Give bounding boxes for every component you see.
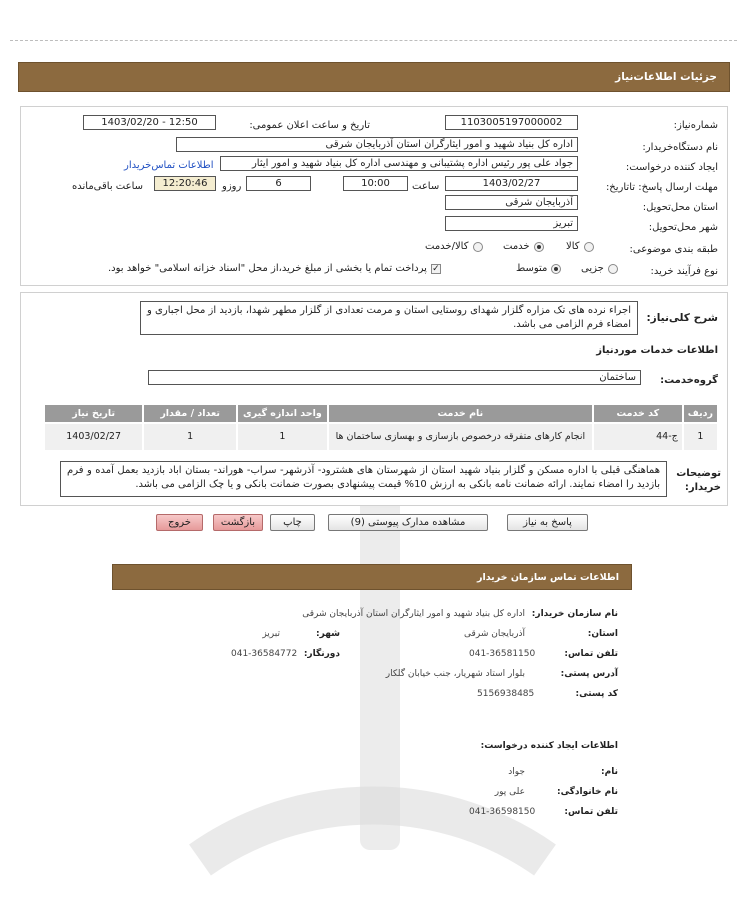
postal-label: کد پستی: xyxy=(575,689,618,699)
process-label: نوع فرآیند خرید: xyxy=(650,266,718,277)
service-group-label: گروه‌خدمت: xyxy=(660,375,718,386)
fax-label: دورنگار: xyxy=(303,649,340,659)
announce-datetime-field: 1403/02/20 - 12:50 xyxy=(83,115,216,130)
buyer-contact-link[interactable]: اطلاعات تماس‌خریدار xyxy=(124,160,214,171)
deadline-label: مهلت ارسال پاسخ: تاتاریخ: xyxy=(605,182,718,193)
last-name-value: علی پور xyxy=(494,787,525,797)
requester-label: ایجاد کننده درخواست: xyxy=(625,162,718,173)
deadline-time-label: ساعت xyxy=(412,181,440,192)
panel-title: جزئیات اطلاعات‌نیاز xyxy=(615,71,717,83)
col-unit: واحد اندازه گیری xyxy=(237,404,328,423)
requester-field: جواد علی پور رئیس اداره پشتیبانی و مهندسی اداره کل بنیاد شهید و امور ایثار xyxy=(220,156,578,171)
process-radio-minor[interactable] xyxy=(608,264,618,274)
summary-text: اجراء نرده های تک مزاره گلزار شهدای روستایی استان و مرمت تعدادی از گلزار مطهر شهدا، بازدید از محل اجباری و امضاء فرم الزامی می باشد. xyxy=(140,301,638,335)
province-value: آذربایجان شرقی xyxy=(464,629,525,639)
category-radio-both[interactable] xyxy=(473,242,483,252)
service-group-field: ساختمان xyxy=(148,370,641,385)
services-section-title: اطلاعات خدمات موردنیاز xyxy=(596,345,718,356)
contact-title: اطلاعات تماس سازمان خریدار xyxy=(476,571,619,583)
contact-panel-header xyxy=(112,564,632,590)
col-date: تاریخ نیاز xyxy=(44,404,143,423)
city-label: شهر: xyxy=(316,629,340,639)
summary-label: شرح کلی‌نیاز: xyxy=(646,312,718,324)
phone-label: تلفن تماس: xyxy=(564,649,618,659)
cell-unit: 1 xyxy=(237,423,328,451)
org-name-label: نام سازمان خریدار: xyxy=(531,609,618,619)
deadline-time-field: 10:00 xyxy=(343,176,408,191)
remaining-time-field: 12:20:46 xyxy=(154,176,216,191)
treasury-payment-checkbox[interactable]: ✓ xyxy=(432,263,440,274)
postal-value: 5156938485 xyxy=(477,689,535,699)
process-option-medium[interactable]: متوسط xyxy=(516,263,561,274)
cell-code: ج-44 xyxy=(593,423,683,451)
days-label: روزو xyxy=(222,181,242,192)
delivery-city-label: شهر محل‌تحویل: xyxy=(648,222,718,233)
cell-name: انجام کارهای متفرقه درخصوص بازسازی و بهسازی ساختمان ها xyxy=(328,423,593,451)
col-row: ردیف xyxy=(683,404,718,423)
requester-info-title: اطلاعات ایجاد کننده درخواست: xyxy=(480,741,618,751)
buyer-notes-text: هماهنگی قبلی با اداره مسکن و گلزار بنیاد شهید استان از شهرستان های هشترود- آذرشهر- سراب- هوراند- بستان اباد بازدید بعمل آمده و فرم بازدید را امضاء نمایند. ارائه ضمانت نامه بانکی به ارزش 10% قیمت پیشنهادی بصورت ضمانت بانکی و یا چک الزامی می باشد. xyxy=(60,461,667,497)
address-value: بلوار استاد شهریار، جنب خیابان گلکار xyxy=(385,669,525,679)
category-radio-service[interactable] xyxy=(534,242,544,252)
fax-value: 041-36584772 xyxy=(231,649,298,659)
attachments-button[interactable]: مشاهده مدارک پیوستی (9) xyxy=(328,514,488,531)
top-divider xyxy=(10,40,737,41)
category-option-goods[interactable]: کالا xyxy=(566,241,594,252)
deadline-date-field: 1403/02/27 xyxy=(445,176,578,191)
days-field: 6 xyxy=(246,176,311,191)
need-number-field: 1103005197000002 xyxy=(445,115,578,130)
process-option-minor[interactable]: جزیی xyxy=(581,263,618,274)
process-radio-medium[interactable] xyxy=(551,264,561,274)
table-row xyxy=(44,423,718,451)
first-name-label: نام: xyxy=(601,767,618,777)
details-section xyxy=(20,106,728,286)
reply-button[interactable]: پاسخ به نیاز xyxy=(507,514,588,531)
phone-value: 041-36581150 xyxy=(469,649,536,659)
first-name-value: جواد xyxy=(508,767,525,777)
services-table xyxy=(43,403,719,452)
buyer-name-label: نام دستگاه‌خریدار: xyxy=(642,142,718,153)
back-button[interactable]: بازگشت xyxy=(213,514,263,531)
requester-phone-label: تلفن تماس: xyxy=(564,807,618,817)
org-name-value: اداره کل بنیاد شهید و امور ایثارگران استان آذربایجان شرقی xyxy=(302,609,525,619)
cell-row: 1 xyxy=(683,423,718,451)
col-qty: تعداد / مقدار xyxy=(143,404,237,423)
need-number-label: شماره‌نیاز: xyxy=(673,120,718,131)
print-button[interactable]: چاپ xyxy=(270,514,315,531)
buyer-name-field: اداره کل بنیاد شهید و امور ایثارگران استان آذربایجان شرقی xyxy=(176,137,578,152)
last-name-label: نام خانوادگی: xyxy=(556,787,618,797)
buyer-notes-label: توضیحات خریدار: xyxy=(676,468,721,493)
delivery-province-label: استان محل‌تحویل: xyxy=(642,202,718,213)
remaining-label: ساعت باقی‌مانده xyxy=(72,181,144,192)
category-option-service[interactable]: خدمت xyxy=(503,241,544,252)
category-label: طبقه بندی موضوعی: xyxy=(629,244,718,255)
cell-qty: 1 xyxy=(143,423,237,451)
col-name: نام خدمت xyxy=(328,404,593,423)
delivery-city-field: تبریز xyxy=(445,216,578,231)
province-label: استان: xyxy=(587,629,618,639)
category-radio-goods[interactable] xyxy=(584,242,594,252)
city-value: تبریز xyxy=(262,629,280,639)
services-table-header xyxy=(44,404,718,423)
category-option-both[interactable]: کالا/خدمت xyxy=(425,241,483,252)
details-panel-header xyxy=(18,62,730,92)
announce-datetime-label: تاریخ و ساعت اعلان عمومی: xyxy=(249,120,370,131)
requester-phone-value: 041-36598150 xyxy=(469,807,536,817)
exit-button[interactable]: خروج xyxy=(156,514,203,531)
delivery-province-field: آذربایجان شرقی xyxy=(445,195,578,210)
treasury-payment-option[interactable]: ✓ پرداخت تمام یا بخشی از مبلغ خرید،از محل "اسناد خزانه اسلامی" خواهد بود. xyxy=(108,263,440,274)
address-label: آدرس پستی: xyxy=(560,669,618,679)
col-code: کد خدمت xyxy=(593,404,683,423)
cell-date: 1403/02/27 xyxy=(44,423,143,451)
